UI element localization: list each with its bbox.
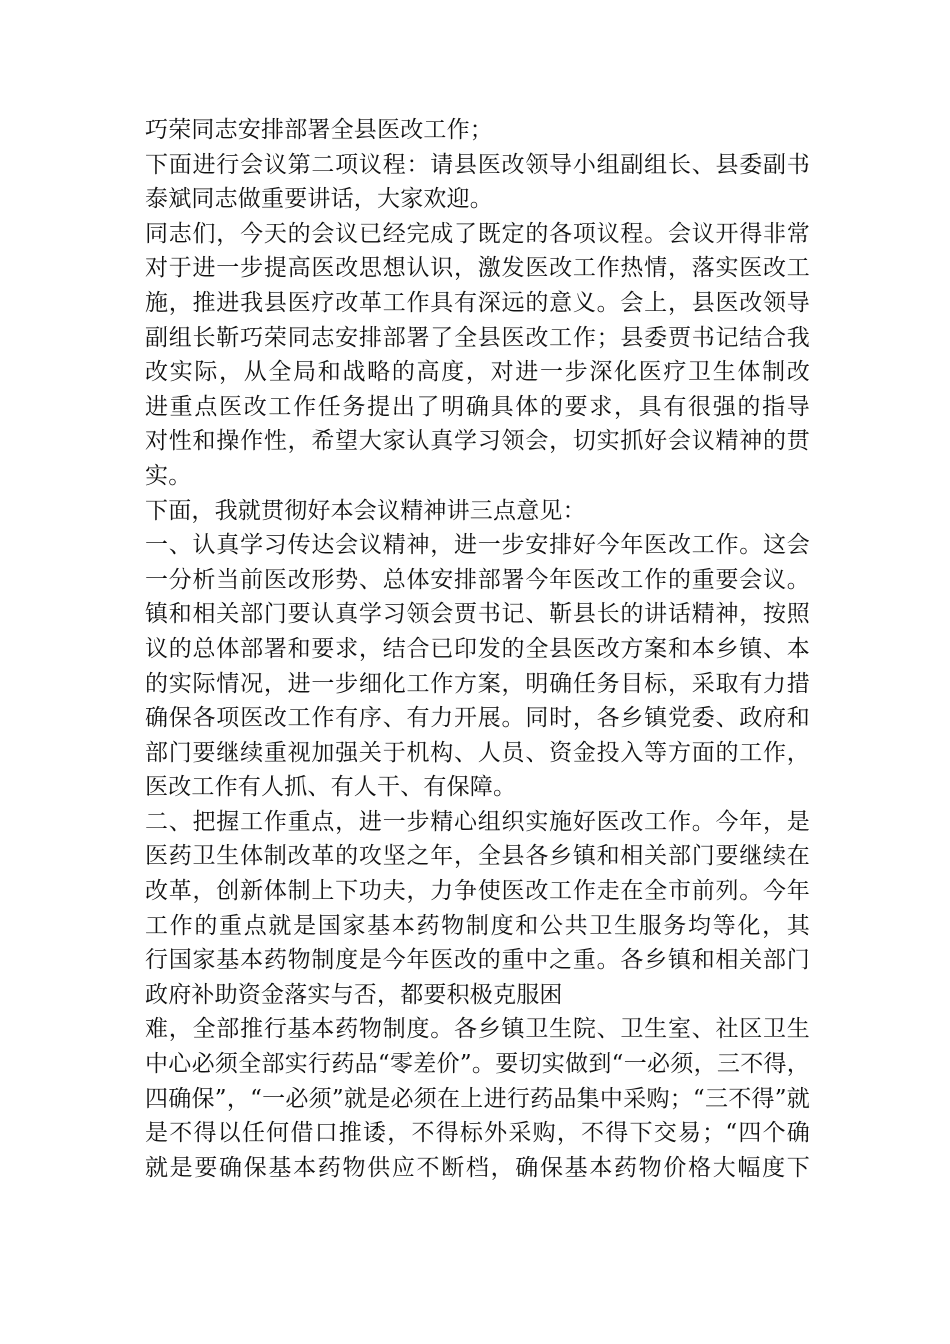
text-line: 的实际情况，进一步细化工作方案，明确任务目标，采取有力措 xyxy=(145,670,810,697)
text-line: 施，推进我县医疗改革工作具有深远的意义。会上，县医改领导 xyxy=(145,289,810,316)
text-line: 同志们，今天的会议已经完成了既定的各项议程。会议开得非常 xyxy=(145,220,810,247)
text-line: 政府补助资金落实与否，都要积极克服困 xyxy=(145,981,563,1008)
text-line: 一分析当前医改形势、总体安排部署今年医改工作的重要会议。 xyxy=(145,566,810,593)
text-line: 实。 xyxy=(145,462,192,489)
text-line: 确保各项医改工作有序、有力开展。同时，各乡镇党委、政府和 xyxy=(145,705,810,732)
text-line: 中心必须全部实行药品“零差价”。要切实做到“一必须，三不得， xyxy=(145,1051,810,1078)
text-line: 对性和操作性，希望大家认真学习领会，切实抓好会议精神的贯 xyxy=(145,428,810,455)
text-line: 副组长靳巧荣同志安排部署了全县医改工作；县委贾书记结合我 xyxy=(145,324,810,351)
text-line: 巧荣同志安排部署全县医改工作； xyxy=(145,117,493,143)
text-line: 行国家基本药物制度是今年医改的重中之重。各乡镇和相关部门 xyxy=(145,947,810,974)
text-line: 进重点医改工作任务提出了明确具体的要求，具有很强的指导 xyxy=(145,393,810,420)
text-line: 就是要确保基本药物供应不断档，确保基本药物价格大幅度下 xyxy=(145,1154,810,1181)
text-line: 对于进一步提高医改思想认识，激发医改工作热情，落实医改工 xyxy=(145,255,810,282)
text-line: 医改工作有人抓、有人干、有保障。 xyxy=(145,774,517,801)
text-line: 四确保”，“一必须”就是必须在上进行药品集中采购；“三不得”就 xyxy=(145,1085,810,1112)
text-line: 二、把握工作重点，进一步精心组织实施好医改工作。今年，是 xyxy=(145,808,810,835)
text-line: 泰斌同志做重要讲话，大家欢迎。 xyxy=(145,186,493,213)
text-line: 下面进行会议第二项议程：请县医改领导小组副组长、县委副书 xyxy=(145,151,810,178)
text-line: 医药卫生体制改革的攻坚之年，全县各乡镇和相关部门要继续在 xyxy=(145,843,810,870)
document-body xyxy=(145,113,810,1185)
text-line: 镇和相关部门要认真学习领会贾书记、靳县长的讲话精神，按照 xyxy=(145,601,810,628)
text-line: 是不得以任何借口推诿，不得标外采购，不得下交易；“四个确 xyxy=(145,1120,810,1147)
text-line: 下面，我就贯彻好本会议精神讲三点意见： xyxy=(145,497,586,524)
text-line: 难，全部推行基本药物制度。各乡镇卫生院、卫生室、社区卫生 xyxy=(145,1016,810,1043)
text-line: 一、认真学习传达会议精神，进一步安排好今年医改工作。这会 xyxy=(145,532,810,559)
text-line: 改实际，从全局和战略的高度，对进一步深化医疗卫生体制改 xyxy=(145,359,810,386)
text-line: 议的总体部署和要求，结合已印发的全县医改方案和本乡镇、本 xyxy=(145,635,810,662)
text-line: 工作的重点就是国家基本药物制度和公共卫生服务均等化，其 xyxy=(145,912,810,939)
text-line: 改革，创新体制上下功夫，力争使医改工作走在全市前列。今年 xyxy=(145,878,810,905)
text-line: 部门要继续重视加强关于机构、人员、资金投入等方面的工作， xyxy=(145,739,810,766)
